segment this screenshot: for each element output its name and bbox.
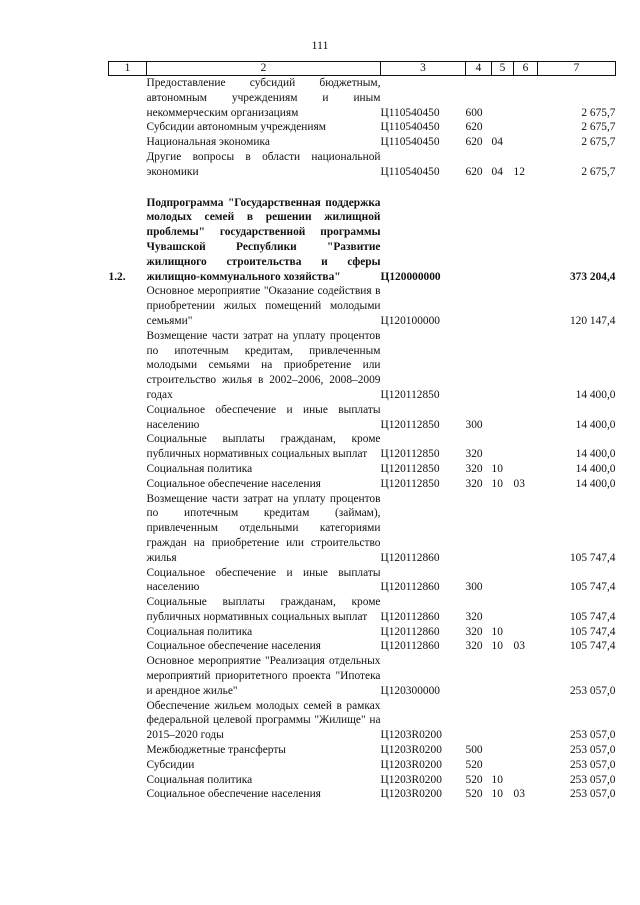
table-row [109, 787, 616, 802]
expense-type-cell: 620 [465, 165, 483, 178]
amount-cell: 105 747,4 [569, 610, 616, 623]
target-code-cell: Ц120112850 [380, 418, 440, 431]
subsection-code-cell [514, 432, 538, 462]
expense-type-cell: 320 [465, 640, 483, 653]
amount-cell: 105 747,4 [569, 640, 616, 653]
target-code-cell: Ц120300000 [380, 684, 440, 697]
section-code-cell: 10 [491, 773, 503, 786]
table-row [109, 758, 616, 773]
header-cell-3: 3 [381, 62, 466, 76]
table-row [109, 492, 616, 566]
subsection-code-cell [514, 743, 538, 758]
row-number-cell [109, 492, 147, 566]
expense-type-cell: 300 [465, 581, 483, 594]
expense-type-cell: 520 [465, 788, 483, 801]
row-number-cell [109, 477, 147, 492]
table-row [109, 654, 616, 698]
target-code-cell: Ц120112860 [380, 581, 440, 594]
subsection-code-cell [514, 625, 538, 640]
row-number-cell [109, 595, 147, 625]
amount-cell: 14 400,0 [575, 388, 616, 401]
subsection-code-cell [514, 196, 538, 285]
table-row [109, 566, 616, 596]
table-row [109, 196, 616, 285]
section-code-cell [492, 595, 514, 625]
item-name-cell: Подпрограмма "Государственная поддержка молодых семей в решении жилищной проблемы" государственной программы Чувашской Республики "Развитие жилищного строительства и сферы жилищно-коммунального хозяйства" [146, 196, 381, 283]
subsection-code-cell: 12 [513, 165, 525, 178]
row-number-cell [109, 462, 147, 477]
target-code-cell: Ц120100000 [380, 314, 440, 327]
target-code-cell: Ц120112860 [380, 625, 440, 638]
target-code-cell: Ц110540450 [380, 106, 440, 119]
section-code-cell [492, 329, 514, 403]
table-row [109, 773, 616, 788]
expense-type-cell: 320 [465, 477, 483, 490]
amount-cell: 120 147,4 [569, 314, 616, 327]
section-code-cell: 10 [491, 462, 503, 475]
amount-cell: 14 400,0 [575, 448, 616, 461]
subsection-code-cell [514, 284, 538, 328]
subsection-code-cell [514, 758, 538, 773]
item-name-cell: Социальное обеспечение населения [146, 640, 321, 653]
item-name-cell: Возмещение части затрат на уплату процентов по ипотечным кредитам (займам), привлеченным отдельными категориями граждан на приобретение или строительство жилья [146, 492, 381, 564]
item-name-cell: Социальная политика [146, 773, 253, 786]
section-code-cell: 10 [491, 477, 503, 490]
item-name-cell: Национальная экономика [146, 136, 270, 149]
subsection-code-cell [514, 773, 538, 788]
table-row [109, 329, 616, 403]
item-name-cell: Социальная политика [146, 462, 253, 475]
item-name-cell: Социальное обеспечение населения [146, 788, 321, 801]
item-name-cell: Социальная политика [146, 625, 253, 638]
row-number-cell [109, 639, 147, 654]
page-number: 111 [311, 38, 329, 52]
row-number-cell [109, 625, 147, 640]
amount-cell: 2 675,7 [581, 165, 616, 178]
target-code-cell: Ц110540450 [380, 136, 440, 149]
row-number-cell [109, 773, 147, 788]
subsection-code-cell [514, 492, 538, 566]
expense-type-cell: 620 [465, 121, 483, 134]
target-code-cell: Ц1203R0200 [380, 788, 442, 801]
amount-cell: 253 057,0 [569, 773, 616, 786]
subsection-code-cell [514, 76, 538, 121]
target-code-cell: Ц120112850 [380, 477, 440, 490]
table-row [109, 284, 616, 328]
expense-type-cell [466, 654, 492, 698]
subsection-code-cell: 03 [513, 640, 525, 653]
row-number-cell [109, 758, 147, 773]
item-name-cell: Основное мероприятие "Оказание содействия в приобретении жилых помещений молодыми семьями" [146, 285, 381, 327]
subsection-code-cell [514, 462, 538, 477]
spacer-cell [109, 180, 616, 196]
row-number-cell [109, 120, 147, 135]
subsection-code-cell: 03 [513, 477, 525, 490]
row-number-cell [109, 329, 147, 403]
target-code-cell: Ц120112850 [380, 448, 440, 461]
expense-type-cell: 520 [465, 773, 483, 786]
row-number-cell [109, 403, 147, 433]
item-name-cell: Межбюджетные трансферты [146, 744, 286, 757]
section-code-cell [492, 699, 514, 743]
table-row [109, 625, 616, 640]
table-body [109, 76, 616, 803]
expense-type-cell: 620 [465, 136, 483, 149]
subsection-code-cell [514, 403, 538, 433]
amount-cell: 2 675,7 [581, 136, 616, 149]
section-code-cell [492, 654, 514, 698]
row-number-cell [109, 743, 147, 758]
row-number-cell [109, 432, 147, 462]
table-row [109, 477, 616, 492]
section-code-cell [492, 743, 514, 758]
section-code-cell: 10 [491, 625, 503, 638]
section-code-cell: 10 [491, 640, 503, 653]
subsection-code-cell: 03 [513, 788, 525, 801]
amount-cell: 253 057,0 [569, 788, 616, 801]
amount-cell: 373 204,4 [569, 270, 616, 283]
expense-type-cell [466, 329, 492, 403]
item-name-cell: Субсидии автономным учреждениям [146, 121, 326, 134]
target-code-cell: Ц1203R0200 [380, 729, 442, 742]
target-code-cell: Ц110540450 [380, 121, 440, 134]
section-code-cell [492, 566, 514, 596]
row-number-cell [109, 135, 147, 150]
amount-cell: 105 747,4 [569, 625, 616, 638]
amount-cell: 14 400,0 [575, 462, 616, 475]
subsection-code-cell [514, 329, 538, 403]
budget-table [108, 61, 616, 802]
subsection-code-cell [514, 699, 538, 743]
table-row [109, 120, 616, 135]
subsection-code-cell [514, 595, 538, 625]
amount-cell: 2 675,7 [581, 106, 616, 119]
amount-cell: 253 057,0 [569, 729, 616, 742]
target-code-cell: Ц1203R0200 [380, 773, 442, 786]
target-code-cell: Ц1203R0200 [380, 758, 442, 771]
target-code-cell: Ц120112860 [380, 640, 440, 653]
row-number-cell: 1.2. [108, 270, 126, 283]
section-code-cell [492, 432, 514, 462]
row-number-cell [109, 787, 147, 802]
table-row [109, 432, 616, 462]
target-code-cell: Ц120112860 [380, 551, 440, 564]
target-code-cell: Ц120112850 [380, 462, 440, 475]
item-name-cell: Предоставление субсидий бюджетным, автономным учреждениям и иным некоммерческим организациям [146, 77, 381, 119]
amount-cell: 253 057,0 [569, 758, 616, 771]
item-name-cell: Социальное обеспечение населения [146, 477, 321, 490]
amount-cell: 105 747,4 [569, 551, 616, 564]
item-name-cell: Социальные выплаты гражданам, кроме публичных нормативных социальных выплат [146, 596, 381, 623]
item-name-cell: Социальные выплаты гражданам, кроме публичных нормативных социальных выплат [146, 433, 381, 461]
row-number-cell [109, 699, 147, 743]
amount-cell: 2 675,7 [581, 121, 616, 134]
amount-cell: 253 057,0 [569, 684, 616, 697]
target-code-cell: Ц120112850 [380, 388, 440, 401]
spacer-row [109, 180, 616, 196]
target-code-cell: Ц1203R0200 [380, 744, 442, 757]
table-row [109, 743, 616, 758]
item-name-cell: Социальное обеспечение и иные выплаты населению [146, 566, 381, 594]
table-row [109, 699, 616, 743]
expense-type-cell: 500 [465, 744, 483, 757]
subsection-code-cell [514, 120, 538, 135]
row-number-cell [109, 284, 147, 328]
table-header [109, 62, 616, 76]
expense-type-cell: 520 [465, 758, 483, 771]
row-number-cell [109, 76, 147, 121]
amount-cell: 105 747,4 [569, 581, 616, 594]
expense-type-cell: 320 [465, 462, 483, 475]
section-code-cell: 04 [491, 165, 503, 178]
table-row [109, 150, 616, 180]
row-number-cell [109, 150, 147, 180]
expense-type-cell [466, 492, 492, 566]
item-name-cell: Субсидии [146, 758, 195, 771]
row-number-cell [109, 654, 147, 698]
expense-type-cell [466, 699, 492, 743]
header-cell-5: 5 [492, 62, 514, 76]
amount-cell: 14 400,0 [575, 477, 616, 490]
table-row [109, 76, 616, 121]
header-cell-2: 2 [147, 62, 381, 76]
subsection-code-cell [514, 654, 538, 698]
header-cell-7: 7 [538, 62, 616, 76]
table-row [109, 403, 616, 433]
target-code-cell: Ц120000000 [380, 270, 441, 283]
amount-cell: 14 400,0 [575, 418, 616, 431]
header-cell-4: 4 [466, 62, 492, 76]
header-cell-6: 6 [514, 62, 538, 76]
expense-type-cell [466, 196, 492, 285]
section-code-cell: 04 [491, 136, 503, 149]
item-name-cell: Основное мероприятие "Реализация отдельных мероприятий приоритетного проекта "Ипотека и арендное жилье" [146, 655, 381, 697]
header-row [109, 62, 616, 76]
item-name-cell: Возмещение части затрат на уплату процентов по ипотечным кредитам, привлеченным молодыми семьями на приобретение или строительство жилья в 2002–2006, 2008–2009 годах [146, 329, 381, 401]
table-row [109, 639, 616, 654]
expense-type-cell [466, 284, 492, 328]
item-name-cell: Обеспечение жильем молодых семей в рамках федеральной целевой программы "Жилище" на 2015–2020 годы [146, 699, 381, 742]
expense-type-cell: 600 [465, 106, 483, 119]
row-number-cell [109, 566, 147, 596]
target-code-cell: Ц110540450 [380, 165, 440, 178]
table-row [109, 135, 616, 150]
subsection-code-cell [514, 135, 538, 150]
header-cell-1: 1 [109, 62, 147, 76]
section-code-cell [492, 403, 514, 433]
section-code-cell [492, 492, 514, 566]
expense-type-cell: 300 [465, 418, 483, 431]
section-code-cell [492, 196, 514, 285]
section-code-cell [492, 758, 514, 773]
section-code-cell [492, 284, 514, 328]
table-row [109, 462, 616, 477]
item-name-cell: Социальное обеспечение и иные выплаты населению [146, 403, 381, 431]
section-code-cell [492, 76, 514, 121]
subsection-code-cell [514, 566, 538, 596]
expense-type-cell: 320 [465, 610, 483, 623]
target-code-cell: Ц120112860 [380, 610, 440, 623]
item-name-cell: Другие вопросы в области национальной экономики [146, 150, 381, 178]
section-code-cell [492, 120, 514, 135]
expense-type-cell: 320 [465, 448, 483, 461]
expense-type-cell: 320 [465, 625, 483, 638]
amount-cell: 253 057,0 [569, 744, 616, 757]
table-row [109, 595, 616, 625]
section-code-cell: 10 [491, 788, 503, 801]
